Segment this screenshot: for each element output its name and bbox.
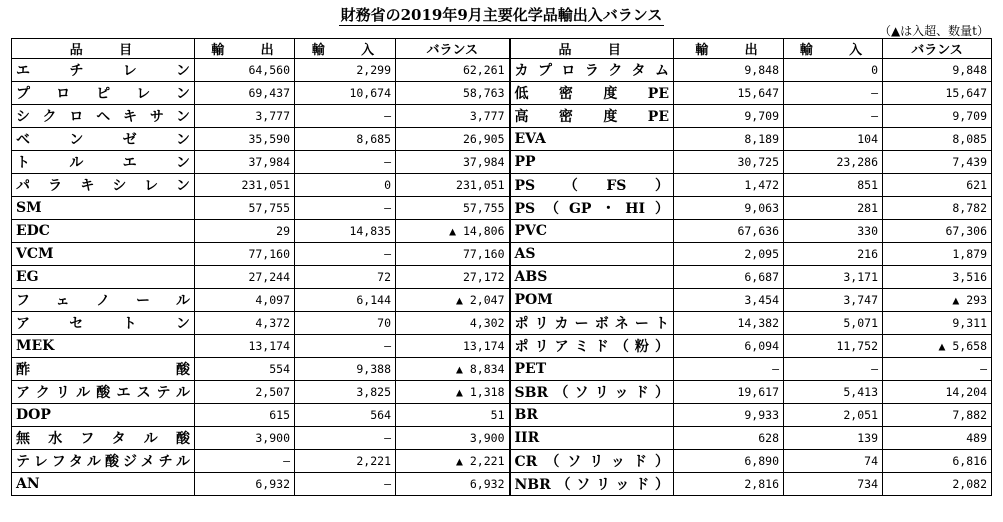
export-value-right: 19,617 [674,381,784,404]
balance-value-left: 58,763 [396,82,510,105]
product-name-left: エチレン [12,59,195,82]
product-name-right: PS（GP・HI） [510,197,674,220]
product-name-right: PET [510,358,674,381]
table-row [12,312,992,335]
export-value-right: 628 [674,427,784,450]
table-row [12,174,992,197]
table-row [12,266,992,289]
import-value-right: 281 [784,197,883,220]
import-value-right: — [784,358,883,381]
product-name-right: NBR（ソリッド） [510,473,674,496]
page-title-text: 財務省の2019年9月主要化学品輸出入バランス [340,6,663,24]
import-value-left: 0 [295,174,396,197]
product-name-right: SBR（ソリッド） [510,381,674,404]
header-balance-right: バランス [883,39,992,59]
export-value-left: 27,244 [195,266,295,289]
product-name-right: EVA [510,128,674,151]
import-value-left: 14,835 [295,220,396,243]
product-name-left: EG [12,266,195,289]
export-value-left: — [195,450,295,473]
export-value-right: 3,454 [674,289,784,312]
header-product-right: 品 目 [510,39,674,59]
product-name-left: EDC [12,220,195,243]
product-name-right: CR（ソリッド） [510,450,674,473]
balance-value-left: 3,900 [396,427,510,450]
balance-value-right: 621 [883,174,992,197]
export-value-left: 57,755 [195,197,295,220]
product-name-right: POM [510,289,674,312]
product-name-right: 低密度PE [510,82,674,105]
product-name-left: ベンゼン [12,128,195,151]
import-value-left: — [295,473,396,496]
balance-value-left: ▲ 1,318 [396,381,510,404]
product-name-left: 酢酸 [12,358,195,381]
import-value-left: 8,685 [295,128,396,151]
balance-value-right: ▲ 5,658 [883,335,992,358]
table-row [12,381,992,404]
export-value-left: 3,777 [195,105,295,128]
product-name-left: プロピレン [12,82,195,105]
balance-value-left: 231,051 [396,174,510,197]
import-value-right: 851 [784,174,883,197]
table-row [12,220,992,243]
balance-value-left: 27,172 [396,266,510,289]
import-value-left: — [295,151,396,174]
product-name-left: トルエン [12,151,195,174]
balance-value-right: 9,709 [883,105,992,128]
balance-value-right: 1,879 [883,243,992,266]
product-name-right: ABS [510,266,674,289]
import-value-right: 3,747 [784,289,883,312]
balance-value-right: 67,306 [883,220,992,243]
balance-value-left: 26,905 [396,128,510,151]
export-value-right: 1,472 [674,174,784,197]
table-row [12,151,992,174]
export-value-right: 6,687 [674,266,784,289]
import-value-left: — [295,243,396,266]
export-value-right: 9,063 [674,197,784,220]
balance-value-right: 7,439 [883,151,992,174]
table-row [12,197,992,220]
export-value-right: 9,848 [674,59,784,82]
product-name-right: PVC [510,220,674,243]
product-name-left: シクロヘキサン [12,105,195,128]
import-value-left: 3,825 [295,381,396,404]
table-row [12,335,992,358]
export-value-right: 9,709 [674,105,784,128]
export-value-left: 3,900 [195,427,295,450]
table-row [12,450,992,473]
import-value-right: 5,413 [784,381,883,404]
import-value-right: 5,071 [784,312,883,335]
product-name-left: MEK [12,335,195,358]
balance-value-right: 9,311 [883,312,992,335]
trade-balance-table [11,38,992,496]
export-value-right: 14,382 [674,312,784,335]
balance-value-left: 57,755 [396,197,510,220]
export-value-right: 2,095 [674,243,784,266]
header-balance-left: バランス [396,39,510,59]
import-value-right: — [784,82,883,105]
product-name-right: PS（FS） [510,174,674,197]
table-row [12,82,992,105]
export-value-left: 13,174 [195,335,295,358]
export-value-right: 30,725 [674,151,784,174]
export-value-left: 2,507 [195,381,295,404]
balance-value-right: ▲ 293 [883,289,992,312]
balance-value-right: 3,516 [883,266,992,289]
product-name-right: 高密度PE [510,105,674,128]
table-row [12,427,992,450]
product-name-right: AS [510,243,674,266]
import-value-left: 10,674 [295,82,396,105]
export-value-left: 6,932 [195,473,295,496]
balance-value-left: 6,932 [396,473,510,496]
product-name-left: 無水フタル酸 [12,427,195,450]
export-value-left: 615 [195,404,295,427]
balance-value-left: ▲ 14,806 [396,220,510,243]
export-value-right: 67,636 [674,220,784,243]
balance-value-left: 4,302 [396,312,510,335]
export-value-left: 231,051 [195,174,295,197]
import-value-right: 330 [784,220,883,243]
import-value-right: 11,752 [784,335,883,358]
product-name-left: DOP [12,404,195,427]
header-export-left: 輸 出 [195,39,295,59]
table-body [12,59,992,496]
balance-value-left: ▲ 8,834 [396,358,510,381]
header-import-right: 輸 入 [784,39,883,59]
product-name-right: ポリアミド（粉） [510,335,674,358]
export-value-left: 4,097 [195,289,295,312]
balance-value-left: ▲ 2,047 [396,289,510,312]
import-value-left: 9,388 [295,358,396,381]
import-value-left: — [295,335,396,358]
import-value-right: 23,286 [784,151,883,174]
import-value-right: 74 [784,450,883,473]
product-name-left: テレフタル酸ジメチル [12,450,195,473]
export-value-left: 77,160 [195,243,295,266]
balance-value-left: 51 [396,404,510,427]
product-name-right: BR [510,404,674,427]
table-row [12,128,992,151]
unit-note: （▲は入超、数量t） [878,24,989,38]
product-name-right: IIR [510,427,674,450]
export-value-right: 6,890 [674,450,784,473]
table-row [12,289,992,312]
balance-value-right: — [883,358,992,381]
export-value-right: 15,647 [674,82,784,105]
header-row [12,39,992,59]
import-value-right: 734 [784,473,883,496]
balance-value-right: 8,782 [883,197,992,220]
table-row [12,473,992,496]
export-value-left: 64,560 [195,59,295,82]
import-value-left: — [295,105,396,128]
import-value-right: 2,051 [784,404,883,427]
header-product-left: 品 目 [12,39,195,59]
product-name-right: ポリカーボネート [510,312,674,335]
product-name-left: アセトン [12,312,195,335]
export-value-left: 4,372 [195,312,295,335]
balance-value-right: 7,882 [883,404,992,427]
balance-value-right: 9,848 [883,59,992,82]
import-value-right: 3,171 [784,266,883,289]
balance-value-left: ▲ 2,221 [396,450,510,473]
import-value-right: 139 [784,427,883,450]
import-value-left: 72 [295,266,396,289]
export-value-right: — [674,358,784,381]
product-name-left: アクリル酸エステル [12,381,195,404]
header-import-left: 輸 入 [295,39,396,59]
import-value-left: — [295,427,396,450]
export-value-left: 29 [195,220,295,243]
balance-value-right: 6,816 [883,450,992,473]
table-row [12,404,992,427]
import-value-left: 70 [295,312,396,335]
export-value-left: 37,984 [195,151,295,174]
import-value-left: 2,221 [295,450,396,473]
import-value-right: — [784,105,883,128]
export-value-right: 2,816 [674,473,784,496]
export-value-left: 69,437 [195,82,295,105]
table-row [12,59,992,82]
table-row [12,105,992,128]
page-title [0,4,1003,25]
import-value-right: 216 [784,243,883,266]
table-row [12,358,992,381]
balance-value-left: 77,160 [396,243,510,266]
export-value-right: 6,094 [674,335,784,358]
product-name-right: PP [510,151,674,174]
balance-value-left: 37,984 [396,151,510,174]
import-value-left: 564 [295,404,396,427]
header-export-right: 輸 出 [674,39,784,59]
balance-value-left: 3,777 [396,105,510,128]
import-value-right: 0 [784,59,883,82]
balance-value-right: 15,647 [883,82,992,105]
product-name-left: フェノール [12,289,195,312]
table-row [12,243,992,266]
balance-value-right: 14,204 [883,381,992,404]
balance-value-left: 62,261 [396,59,510,82]
balance-value-right: 8,085 [883,128,992,151]
product-name-left: SM [12,197,195,220]
export-value-left: 35,590 [195,128,295,151]
balance-value-left: 13,174 [396,335,510,358]
balance-value-right: 2,082 [883,473,992,496]
product-name-left: VCM [12,243,195,266]
export-value-right: 8,189 [674,128,784,151]
balance-value-right: 489 [883,427,992,450]
import-value-right: 104 [784,128,883,151]
export-value-right: 9,933 [674,404,784,427]
product-name-right: カプロラクタム [510,59,674,82]
export-value-left: 554 [195,358,295,381]
import-value-left: — [295,197,396,220]
import-value-left: 6,144 [295,289,396,312]
product-name-left: AN [12,473,195,496]
product-name-left: パラキシレン [12,174,195,197]
import-value-left: 2,299 [295,59,396,82]
